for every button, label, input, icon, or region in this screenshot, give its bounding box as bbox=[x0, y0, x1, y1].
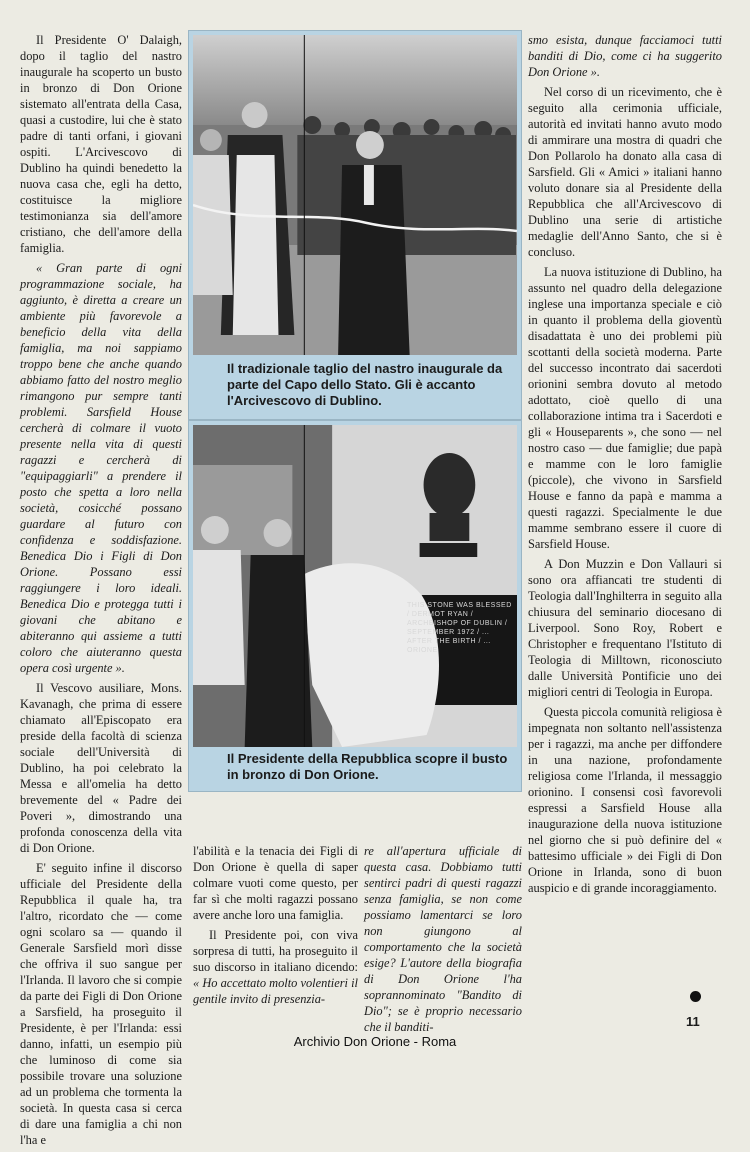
plaque-inscription: THIS STONE WAS BLESSED / DERMOT RYAN / ARCHBISHOP OF DUBLIN / SEPTEMBER 1972 / ... AFTER THE BIRTH / ... ORIONE bbox=[407, 602, 512, 654]
photo-caption-bottom: Il Presidente della Repubblica scopre il busto in bronzo di Don Orione. bbox=[227, 751, 508, 782]
quote-paragraph: smo esista, dunque facciamoci tutti banditi di Dio, come ci ha suggerito Don Orione ». bbox=[528, 33, 722, 79]
photo-ribbon-cutting bbox=[188, 30, 522, 420]
paragraph: Il Vescovo ausiliare, Mons. Kavanagh, che prima di essere chiamato all'Episcopato era preside della facoltà di scienza sociale dell'Università di Dublino, ha poi celebrato la Messa e all'omelia ha detto brevemente del « Padre dei Poveri », dimostrando una profonda conoscenza della vita di Don Orione. bbox=[20, 681, 182, 855]
paragraph: Nel corso di un ricevimento, che è seguito alla cerimonia ufficiale, autorità ed invitati hanno avuto modo di ammirare una mostra di quadri che Don Pollarolo ha donato alla casa di Sarsfield. Gli « Amici » italiani hanno voluto donare sia al Presidente della Repubblica che all'Arcivescovo di Dublino una serie di artistiche medaglie dell'Anno Santo, che si è concluso. bbox=[528, 85, 722, 259]
paragraph: A Don Muzzin e Don Vallauri si sono ora affiancati tre studenti di Teologia dall'Inghilterra in seguito alla chiusura del seminario diocesano di Liverpool. Sono Roy, Robert e Christopher e frequentano l'Istituto di Teologia di Milltown, riconosciuto dalle Università Pontificie uno dei migliori centri di Teologia in Europa. bbox=[528, 557, 722, 699]
archive-footer: Archivio Don Orione - Roma bbox=[293, 1034, 457, 1049]
quote-paragraph: re all'apertura ufficiale di questa casa. Dobbiamo tutti sentirci padri di questi ragazzi senza famiglia, se non come possiamo lamentarci se loro non giungono al comportamento che la società esige? L'autore della biografia di Don Orione l'ha soprannominato "Bandito di Dio"; se è proprio necessario che il banditi- bbox=[364, 844, 522, 1034]
photo-bust-unveiling bbox=[188, 420, 522, 792]
photo-caption-top: Il tradizionale taglio del nastro inaugurale da parte del Capo dello Stato. Gli è accanto l'Arcivescovo di Dublino. bbox=[227, 361, 503, 408]
paragraph: Il Presidente O' Dalaigh, dopo il taglio del nastro inaugurale ha scoperto un busto in bronzo di Don Orione sistemato all'entrata della Casa, quasi a custodire, lui che è stato padre di tanti orfani, i giovani ospiti. L'Arcivescovo di Dublino ha quindi benedetto la nuova casa che, egli ha detto, costituisce la migliore testimonianza sia dell'amore cristiano, che dell'amore della famiglia. bbox=[20, 33, 182, 255]
paragraph: l'abilità e la tenacia dei Figli di Don Orione è quella di saper colmare vuoti come questo, per far sì che molti ragazzi possano avere anche loro una famiglia. bbox=[193, 844, 358, 922]
quote-paragraph: « Gran parte di ogni programmazione sociale, ha aggiunto, è diretta a creare un ambiente più favorevole a beneficio della vita della famiglia, ma noi sappiamo troppo bene che anche quando abbiamo fatto del nostro meglio rimangono pur sempre tanti problemi. Sarsfield House cercherà di colmare il vuoto presente nella vita di questi ragazzi e cercherà di "equipaggiarli" a prendere il posto che spetta a loro nella società, cosicché possano guardare al futuro con confidenza e soddisfazione. Benedica Dio i Figli di Don Orione. Possano essi raggiungere i loro ideali. Benedica Dio e protegga tutti i giovani che abitano e abiteranno qui assieme a tutti coloro che aiuteranno questa opera così urgente ». bbox=[20, 261, 182, 675]
article-column-4 bbox=[528, 32, 722, 900]
paragraph: La nuova istituzione di Dublino, ha assunto nel quadro della delegazione inglese una importanza speciale e ciò in quanto il problema della gioventù disadattata è uno dei problemi più scottanti della società moderna. Parte del successo incontrato dai sacerdoti orionini sembra dovuto al metodo adottato, cioè quello di una collaborazione intima tra i Sacerdoti e gli « Houseparents », che sono — nel nostro caso — due famiglie; due papà e mamme con le loro famiglie (piccole), che vivono in Sarsfield House e fanno da papà e mamma a questi ragazzi. Specialmente le due mamme sembrano essere il cuore di Sarsfield House. bbox=[528, 265, 722, 551]
end-bullet-icon bbox=[690, 991, 701, 1002]
paragraph: Questa piccola comunità religiosa è impegnata non soltanto nell'assistenza per i ragazzi, ma anche per diffondere in una nazione, profondamente religiosa come l'Irlanda, il messaggio orionino. I consensi così favorevoli espressi a Sarsfield House alla inaugurazione della nuova istituzione nel giorno che si può definire del « battesimo ufficiale » dei Figli di Don Orione in Irlanda, sono di buon auspicio e di grande incoraggiamento. bbox=[528, 705, 722, 895]
ribbon-cutting-image bbox=[193, 35, 517, 355]
article-column-2 bbox=[193, 843, 358, 1011]
article-column-1 bbox=[20, 32, 182, 1152]
article-column-3 bbox=[364, 843, 522, 1039]
bust-unveiling-image bbox=[193, 425, 517, 747]
paragraph-lead: Il Presidente poi, con viva sorpresa di tutti, ha proseguito il suo discorso in italiano dicendo: bbox=[193, 928, 358, 974]
paragraph: E' seguito infine il discorso ufficiale del Presidente della Repubblica il quale ha, tra l'altro, ricordato che — come ogni scolaro sa — quando il Generale Sarsfield morì disse che offriva il suo sangue per l'Irlanda. Il lavoro che si compie da parte dei Figli di Don Orione a Sarsfield, ha proseguito il Presidente, è per l'Irlanda: essi danno, infatti, un esempio più che luminoso di come sia possibile trovare una soluzione ad un problema che tormenta la società. In questa casa si cerca di dare una famiglia a chi non l'ha e bbox=[20, 861, 182, 1147]
page-number: 11 bbox=[686, 1014, 700, 1029]
paragraph bbox=[193, 927, 358, 1007]
quote-start: « Ho accettato molto volentieri il gentile invito di presenzia- bbox=[193, 976, 358, 1006]
